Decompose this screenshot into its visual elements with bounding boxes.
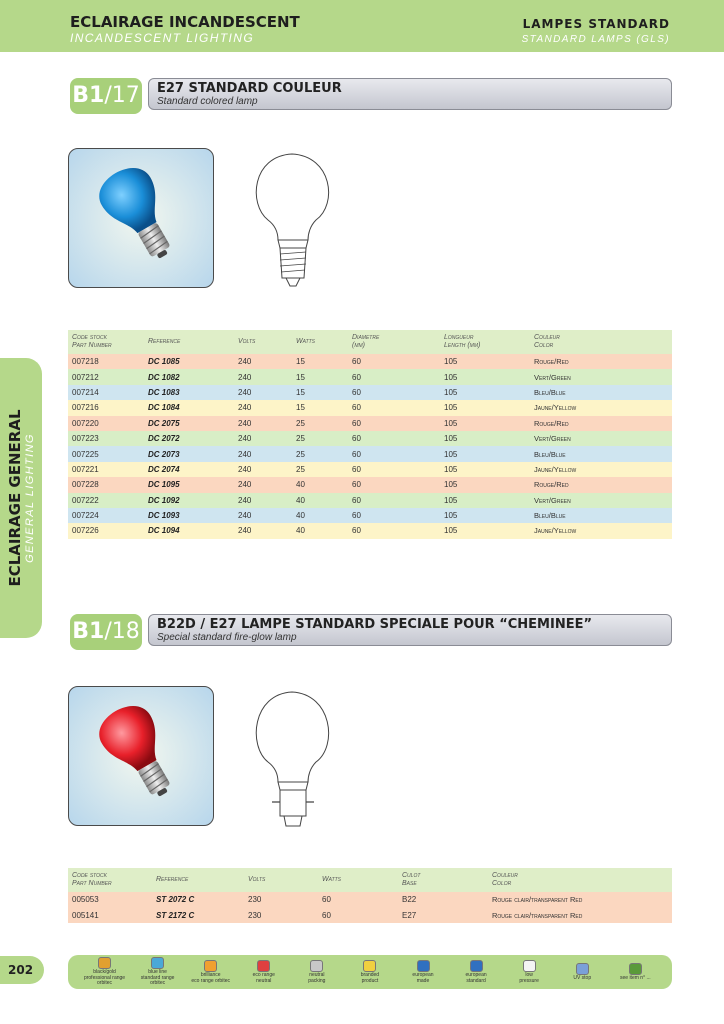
table-body [68,892,672,923]
table-cell: 60 [348,354,440,369]
side-category-label [7,409,37,586]
table-cell: 007226 [68,523,144,538]
table-cell: 105 [440,477,530,492]
blue-lamp-icon [69,149,214,288]
table-row [68,369,672,384]
see-item-icon [629,963,642,975]
table-cell: Rouge/Red [530,416,672,431]
table-cell: DC 2072 [144,431,234,446]
table-row [68,462,672,477]
legend-item [451,960,501,984]
table-cell: 240 [234,400,292,415]
uv-stop-icon [576,963,589,975]
table-cell: 240 [234,477,292,492]
lamp-outline-drawing-b22 [246,686,346,832]
table-cell: 240 [234,446,292,461]
table-row [68,431,672,446]
table-cell: 007225 [68,446,144,461]
table-cell: 240 [234,508,292,523]
header-right [522,16,670,47]
table-cell: 60 [348,369,440,384]
legend-item [239,960,289,984]
table-cell: 240 [234,431,292,446]
table-row [68,892,672,907]
spec-table-b1-17 [68,330,672,539]
table-row [68,446,672,461]
table-cell: 15 [292,369,348,384]
table-cell: Jaune/Yellow [530,462,672,477]
legend-label: eco range neutral [252,972,275,984]
legend-label: blue line standard range orbitec [140,969,175,987]
legend-item [133,957,183,987]
table-header-row [68,868,672,892]
table-cell: Bleu/Blue [530,508,672,523]
col-header-color: Couleur Color [530,330,672,354]
col-header-base: Culot Base [398,868,488,892]
col-header-reference: Reference [152,868,244,892]
table-cell: Vert/Green [530,431,672,446]
table-cell: 240 [234,416,292,431]
table-cell: 007214 [68,385,144,400]
table-cell: 105 [440,431,530,446]
table-cell: ST 2072 C [152,892,244,907]
header-category-subtitle: INCANDESCENT LIGHTING [70,31,255,45]
legend-label: UV stop [573,974,592,981]
table-cell: Bleu/Blue [530,446,672,461]
product-photo-blue-lamp [68,148,214,288]
table-cell: 60 [348,493,440,508]
table-cell: Rouge/Red [530,477,672,492]
table-cell: 240 [234,462,292,477]
legend-label: low pressure [519,972,539,984]
professional-range-icon [98,957,111,969]
table-cell: 40 [292,477,348,492]
table-body [68,354,672,539]
table-cell: 60 [348,508,440,523]
col-header-watts: Watts [292,330,348,354]
table-cell: 105 [440,369,530,384]
table-cell: 007223 [68,431,144,446]
table-cell: B22 [398,892,488,907]
col-header-watts: Watts [318,868,398,892]
lamp-outline-drawing-e27 [246,148,346,290]
legend-bar [68,955,672,989]
section-title-bar [148,614,672,646]
table-cell: 40 [292,508,348,523]
table-cell: 240 [234,369,292,384]
section-subtitle: Standard colored lamp [157,96,258,107]
table-cell: 60 [348,431,440,446]
table-cell: 15 [292,354,348,369]
legend-label: brilliance eco range orbitec [191,972,230,984]
col-header-color: Couleur Color [488,868,672,892]
table-cell: 105 [440,508,530,523]
table-cell: 240 [234,523,292,538]
table-cell: 105 [440,493,530,508]
table-cell: Bleu/Blue [530,385,672,400]
table-cell: DC 1083 [144,385,234,400]
table-cell: DC 1085 [144,354,234,369]
table-cell: DC 2073 [144,446,234,461]
table-cell: 25 [292,462,348,477]
table-cell: Vert/Green [530,369,672,384]
table-cell: 240 [234,354,292,369]
header-left [70,14,300,45]
side-category-title: ECLAIRAGE GENERAL [6,409,24,587]
table-cell: DC 1095 [144,477,234,492]
table-cell: 105 [440,462,530,477]
low-pressure-icon [523,960,536,972]
table-cell: 60 [348,385,440,400]
table-cell: DC 2075 [144,416,234,431]
standard-range-icon [151,957,164,969]
table-cell: 230 [244,892,318,907]
table-cell: 007212 [68,369,144,384]
table-cell: 105 [440,385,530,400]
section-badge-number: /17 [104,83,140,108]
table-cell: DC 2074 [144,462,234,477]
col-header-volts: Volts [244,868,318,892]
table-cell: 105 [440,400,530,415]
table-cell: 15 [292,385,348,400]
table-cell: 15 [292,400,348,415]
legend-label: european made [412,972,434,984]
table-row [68,477,672,492]
table-row [68,416,672,431]
table-row [68,354,672,369]
table-header-row [68,330,672,354]
col-header-part-number: Code stock Part Number [68,868,152,892]
legend-item [557,963,607,982]
section-title-bar [148,78,672,110]
legend-label: branded product [360,972,380,984]
table-cell: 230 [244,907,318,922]
table-cell: Jaune/Yellow [530,523,672,538]
legend-item [504,960,554,984]
table-cell: 25 [292,416,348,431]
table-cell: E27 [398,907,488,922]
table-row [68,385,672,400]
table-cell: 005141 [68,907,152,922]
col-header-length: Longueur Length (mm) [440,330,530,354]
legend-item [345,960,395,984]
table-cell: DC 1092 [144,493,234,508]
header-band [0,0,724,52]
table-cell: 60 [348,416,440,431]
section-badge-b1-17 [70,78,142,114]
legend-item [398,960,448,984]
table-row [68,523,672,538]
table-cell: 60 [348,446,440,461]
table-cell: 240 [234,385,292,400]
table-cell: 60 [348,477,440,492]
table-cell: 60 [348,400,440,415]
table-cell: DC 1094 [144,523,234,538]
header-product-subtitle: STANDARD LAMPS (GLS) [521,34,670,45]
neutral-packing-icon [310,960,323,972]
table-cell: DC 1093 [144,508,234,523]
section-subtitle: Special standard fire-glow lamp [157,632,297,643]
table-cell: Vert/Green [530,493,672,508]
col-header-part-number: Code stock Part Number [68,330,144,354]
table-cell: ST 2172 C [152,907,244,922]
table-cell: 105 [440,354,530,369]
table-cell: 240 [234,493,292,508]
table-cell: 007218 [68,354,144,369]
col-header-diameter: Diametre (mm) [348,330,440,354]
table-cell: Rouge clair/transparent Red [488,892,672,907]
branded-product-icon [363,960,376,972]
table-cell: 105 [440,416,530,431]
european-standard-icon [470,960,483,972]
section-badge-main: B1 [72,619,105,644]
table-row [68,907,672,922]
table-cell: DC 1084 [144,400,234,415]
side-category-subtitle: GENERAL LIGHTING [24,433,36,563]
table-cell: Jaune/Yellow [530,400,672,415]
legend-label: see item n° ... [620,974,651,981]
table-cell: 25 [292,431,348,446]
section-title: B22D / E27 LAMPE STANDARD SPECIALE POUR “CHEMINEE” [157,617,593,632]
product-photo-red-lamp [68,686,214,826]
table-cell: 007222 [68,493,144,508]
table-cell: Rouge/Red [530,354,672,369]
legend-label: black/gold professional range orbitec [83,969,126,987]
eco-range-icon [257,960,270,972]
table-cell: 105 [440,523,530,538]
table-cell: 25 [292,446,348,461]
header-category-title: ECLAIRAGE INCANDESCENT [70,13,300,31]
table-cell: 60 [318,892,398,907]
red-lamp-icon [69,687,214,826]
section-badge-b1-18 [70,614,142,650]
table-cell: Rouge clair/transparent Red [488,907,672,922]
legend-label: neutral packing [308,972,326,984]
brilliance-range-icon [204,960,217,972]
table-row [68,400,672,415]
spec-table-b1-18 [68,868,672,923]
legend-item [80,957,130,987]
header-product-title: LAMPES STANDARD [522,17,670,31]
table-cell: 40 [292,493,348,508]
page-number: 202 [0,956,44,984]
table-cell: 007228 [68,477,144,492]
section-badge-number: /18 [104,619,140,644]
legend-item [292,960,342,984]
table-cell: 60 [348,462,440,477]
table-cell: 40 [292,523,348,538]
table-row [68,508,672,523]
table-cell: 005053 [68,892,152,907]
section-badge-main: B1 [72,83,105,108]
col-header-reference: Reference [144,330,234,354]
legend-item [186,960,236,984]
table-cell: 007221 [68,462,144,477]
col-header-volts: Volts [234,330,292,354]
table-cell: DC 1082 [144,369,234,384]
table-cell: 105 [440,446,530,461]
section-title: E27 STANDARD COULEUR [157,81,342,96]
legend-item [610,963,660,982]
table-cell: 007224 [68,508,144,523]
legend-label: european standard [465,972,487,984]
table-cell: 60 [318,907,398,922]
table-cell: 60 [348,523,440,538]
table-cell: 007220 [68,416,144,431]
table-row [68,493,672,508]
table-cell: 007216 [68,400,144,415]
european-made-icon [417,960,430,972]
